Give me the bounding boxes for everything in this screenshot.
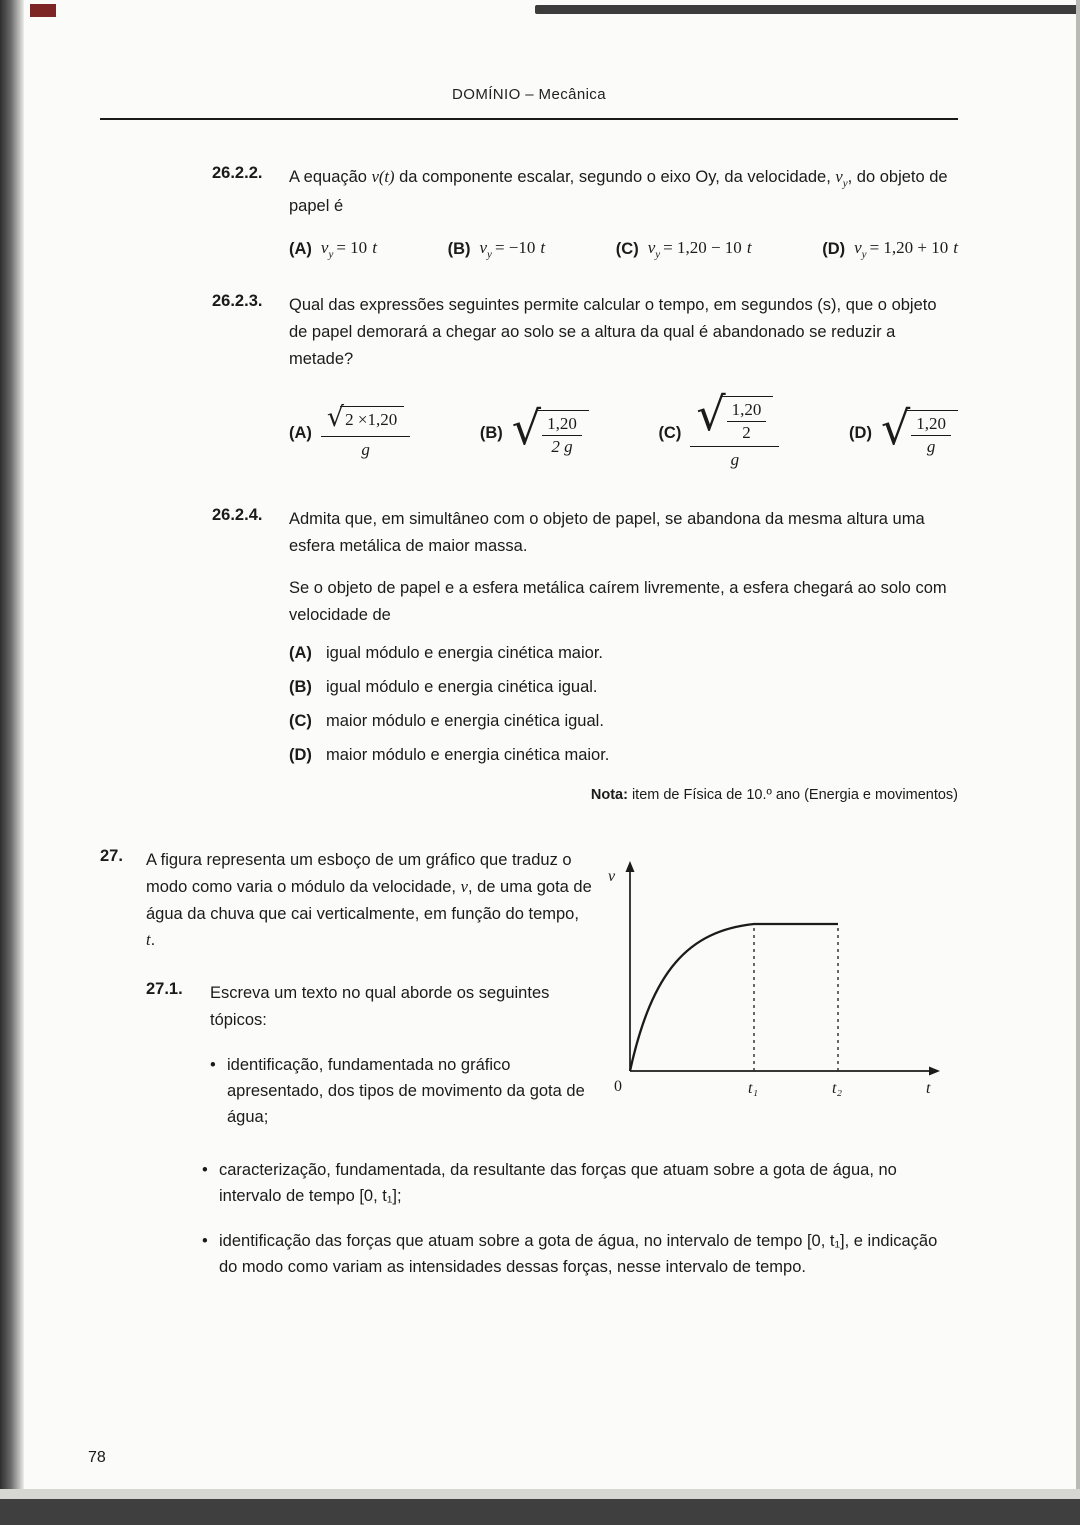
question-number: 27.1. <box>146 980 183 999</box>
fraction-numerator: 1,20 <box>542 414 582 436</box>
question-number: 26.2.2. <box>212 164 263 182</box>
math-v: v <box>835 167 843 186</box>
options-row-26-2-3 <box>289 387 958 472</box>
option-label: (B) <box>479 423 503 442</box>
fraction <box>727 400 767 443</box>
text-fragment: . <box>150 931 156 950</box>
y-axis-arrow <box>626 861 635 872</box>
var-v: v <box>479 237 488 257</box>
bullet-item-2 <box>202 1157 958 1210</box>
question-27 <box>100 847 592 954</box>
fraction <box>911 414 951 457</box>
velocity-curve <box>630 924 838 1071</box>
subscript-y: y <box>861 248 867 261</box>
option-d <box>849 400 958 457</box>
scan-edge-right <box>1076 0 1080 1525</box>
option-c <box>658 387 779 470</box>
option-text: igual módulo e energia cinética maior. <box>326 644 603 663</box>
options-list <box>289 644 958 765</box>
fraction-denominator: g <box>361 440 370 460</box>
var-v: v <box>854 237 862 257</box>
y-axis-label: v <box>608 868 616 886</box>
bullet-text: identificação, fundamentada no gráfico apresentado, dos tipos de movimento da gota de água; <box>227 1055 585 1127</box>
formula <box>854 238 958 260</box>
text-fragment: , de uma gota de água da chuva que cai verticalmente, em função do tempo, <box>146 877 592 923</box>
question-number: 27. <box>100 847 123 866</box>
fraction-numerator: 1,20 <box>911 414 951 436</box>
radicand <box>906 410 958 457</box>
var-v: v <box>647 237 656 257</box>
equation-rhs: = 1,20 − 10 <box>663 237 742 257</box>
question-number: 26.2.4. <box>212 506 263 525</box>
header-title: DOMÍNIO – Mecânica <box>452 86 606 103</box>
option-b <box>289 678 958 697</box>
square-root <box>696 387 773 443</box>
question-27-1 <box>146 980 592 1131</box>
option-text: igual módulo e energia cinética igual. <box>326 678 598 697</box>
option-label: (D) <box>289 746 312 765</box>
option-label: (C) <box>615 239 639 258</box>
math-subscript-y: y <box>842 177 848 190</box>
option-d <box>822 238 958 260</box>
option-label: (B) <box>289 678 312 697</box>
option-label: (D) <box>849 423 872 442</box>
option-c <box>289 712 958 731</box>
page-content <box>100 86 958 1280</box>
question-26-2-4 <box>212 506 958 803</box>
option-c <box>616 238 752 260</box>
radical-sign: √ <box>511 400 542 455</box>
option-a <box>289 238 377 260</box>
formula <box>321 238 377 260</box>
fraction-denominator: g <box>730 450 740 470</box>
option-a <box>289 402 410 460</box>
equation-rhs: = −10 <box>494 237 536 257</box>
text-fragment: A figura representa um esboço de um gráfico que traduz o modo como varia o módulo da velocidade, <box>146 851 572 896</box>
scan-edge-top <box>535 5 1080 14</box>
fraction-numerator: 1,20 <box>727 400 767 422</box>
option-b <box>448 238 546 260</box>
scan-artifact-mark <box>30 4 56 17</box>
equation-rhs: = 10 <box>336 237 368 257</box>
var-t: t <box>540 237 546 257</box>
formula <box>648 238 752 260</box>
question-text: Escreva um texto no qual aborde os seguintes tópicos: <box>210 984 550 1029</box>
var-t: t <box>372 237 377 257</box>
option-label: (A) <box>289 239 312 258</box>
question-27-section <box>100 847 958 1130</box>
subscript-y: y <box>655 248 661 261</box>
option-text: maior módulo e energia cinética igual. <box>326 712 604 731</box>
var-t: t <box>953 237 958 257</box>
option-text: maior módulo e energia cinética maior. <box>326 746 610 765</box>
fraction-denominator: 2 <box>742 423 751 443</box>
scan-edge-bottom-fade <box>0 1489 1080 1499</box>
option-label: (D) <box>822 239 846 258</box>
fraction-denominator: g <box>926 436 936 456</box>
bullet-item-1 <box>210 1052 592 1131</box>
math-t: t <box>146 930 151 950</box>
radicand: 2 ×1,20 <box>340 406 404 430</box>
note-line <box>289 787 958 803</box>
math-v: v <box>460 876 468 896</box>
option-label: (A) <box>289 423 312 442</box>
page-header <box>100 86 958 103</box>
radical-sign: √ <box>326 402 345 434</box>
question-26-2-2 <box>212 164 958 260</box>
formula-fraction <box>321 402 410 460</box>
fraction-numerator <box>321 402 410 437</box>
square-root <box>511 400 589 457</box>
bullet-icon: • <box>210 1055 216 1074</box>
text-fragment: da componente escalar, segundo o eixo Oy, da velocidade, <box>394 168 836 186</box>
option-label: (B) <box>447 239 471 258</box>
x-axis-arrow <box>929 1067 940 1076</box>
subscript-y: y <box>487 248 492 261</box>
t1-label: t₁ <box>748 1080 759 1098</box>
question-26-2-3 <box>212 292 958 472</box>
formula-fraction <box>690 387 779 470</box>
x-axis-label: t <box>926 1080 931 1098</box>
radical-sign: √ <box>696 387 726 442</box>
page-number: 78 <box>88 1449 106 1466</box>
note-label: Nota: <box>590 787 628 804</box>
math-vt: v(t) <box>371 167 395 186</box>
equation-rhs: = 1,20 + 10 <box>869 237 949 257</box>
bullet-item-3 <box>202 1228 958 1281</box>
radical-sign: √ <box>880 400 911 455</box>
bullet-text: identificação das forças que atuam sobre a gota de água, no intervalo de tempo [0, t₁], e indicação do modo como variam as intensidades dessas forças, nesse intervalo de tempo. <box>219 1231 938 1276</box>
option-a <box>289 644 958 663</box>
question-text: Qual das expressões seguintes permite calcular o tempo, em segundos (s), que o objeto de papel demorará a chegar ao solo se a altura da qual é abandonado se reduzir a metade? <box>289 296 937 368</box>
figure-column <box>592 847 960 1130</box>
t2-label: t₂ <box>832 1080 843 1098</box>
text-fragment: A equação <box>289 168 372 186</box>
question-number: 26.2.3. <box>212 292 263 311</box>
radicand <box>537 410 589 457</box>
fraction-numerator <box>690 387 779 447</box>
question-text: Se o objeto de papel e a esfera metálica caírem livremente, a esfera chegará ao solo com velocidade de <box>289 578 947 624</box>
option-label: (A) <box>289 644 312 663</box>
velocity-time-graph <box>592 853 960 1105</box>
bullet-icon: • <box>202 1231 208 1250</box>
scan-edge-bottom <box>0 1499 1080 1525</box>
square-root <box>880 400 958 457</box>
header-rule <box>100 118 958 120</box>
bullet-text: caracterização, fundamentada, da resultante das forças que atuam sobre a gota de água, no intervalo de tempo [0, t₁]; <box>219 1160 897 1206</box>
option-label: (C) <box>289 712 312 731</box>
formula <box>480 238 546 260</box>
var-t: t <box>746 237 752 257</box>
bullet-icon: • <box>202 1160 208 1179</box>
square-root <box>326 402 404 434</box>
var-v: v <box>320 237 329 257</box>
option-label: (C) <box>658 423 682 442</box>
question-text <box>289 164 958 220</box>
options-row-26-2-2 <box>289 238 958 260</box>
option-b <box>479 400 589 457</box>
option-d <box>289 746 958 765</box>
subscript-y: y <box>328 248 334 261</box>
question-text <box>146 847 592 954</box>
text-fragment: , do objeto de papel é <box>289 168 948 216</box>
book-binding-shadow <box>0 0 24 1525</box>
question-text: Admita que, em simultâneo com o objeto de papel, se abandona da mesma altura uma esfera metálica de maior massa. <box>289 510 925 556</box>
note-text: item de Física de 10.º ano (Energia e movimentos) <box>631 787 958 804</box>
radicand <box>722 396 774 443</box>
origin-label: 0 <box>614 1078 622 1096</box>
fraction-denominator: 2 g <box>551 436 573 456</box>
fraction <box>542 414 582 457</box>
